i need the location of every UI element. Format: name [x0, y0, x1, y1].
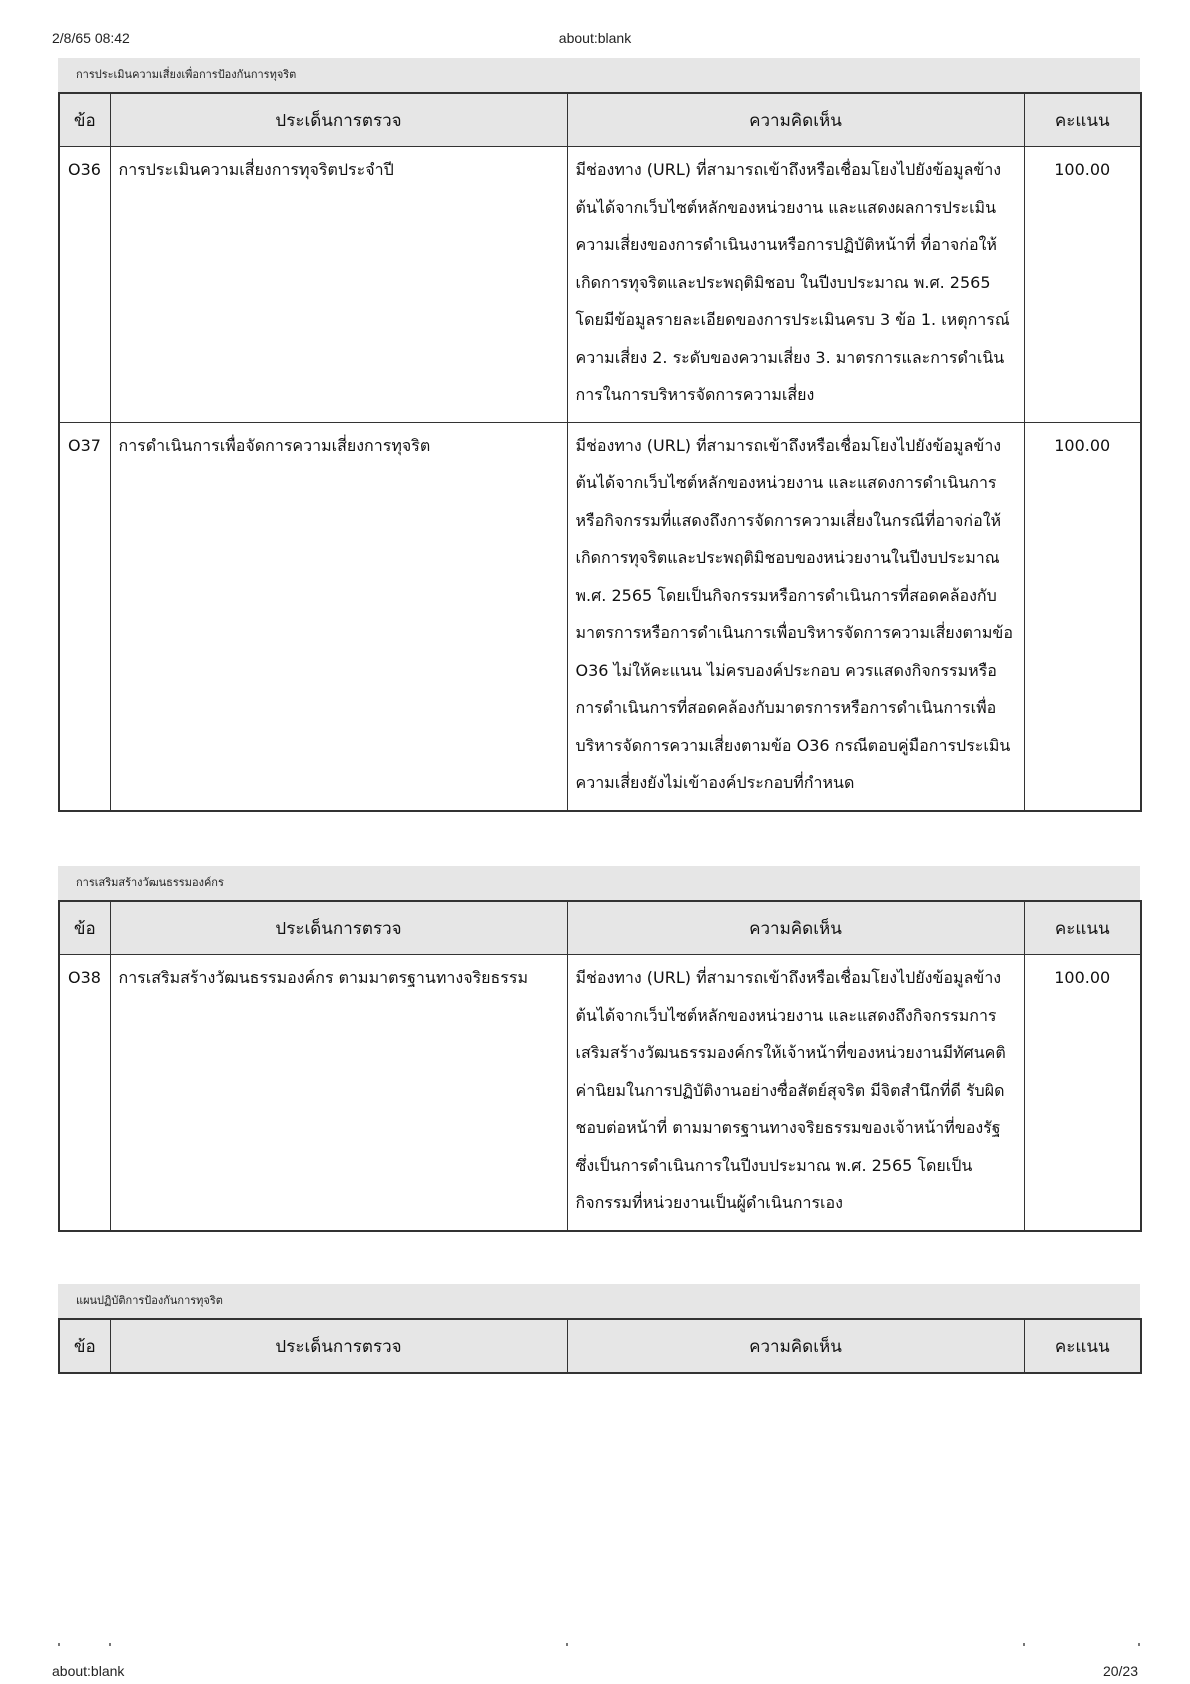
section-title: การประเมินความเสี่ยงเพื่อการป้องกันการทุจริต [58, 58, 1140, 92]
page-tick-mark [1138, 1643, 1140, 1646]
header-topic: ประเด็นการตรวจ [110, 901, 567, 955]
table-row [59, 422, 1141, 811]
row-no: O36 [59, 147, 110, 423]
row-score: 100.00 [1024, 422, 1141, 811]
header-comment: ความคิดเห็น [567, 901, 1024, 955]
header-comment: ความคิดเห็น [567, 93, 1024, 147]
assessment-table [58, 900, 1142, 1232]
print-header [0, 30, 1190, 50]
row-score: 100.00 [1024, 955, 1141, 1231]
row-comment: มีช่องทาง (URL) ที่สามารถเข้าถึงหรือเชื่อมโยงไปยังข้อมูลข้างต้นได้จากเว็บไซต์หลักของหน่วยงาน และแสดงถึงกิจกรรมการเสริมสร้างวัฒนธรรมองค์กรให้เจ้าหน้าที่ของหน่วยงานมีทัศนคติ ค่านิยมในการปฏิบัติงานอย่างซื่อสัตย์สุจริต มีจิตสำนึกที่ดี รับผิดชอบต่อหน้าที่ ตามมาตรฐานทางจริยธรรมของเจ้าหน้าที่ของรัฐ ซึ่งเป็นการดำเนินการในปีงบประมาณ พ.ศ. 2565 โดยเป็นกิจกรรมที่หน่วยงานเป็นผู้ดำเนินการเอง [567, 955, 1024, 1231]
print-datetime: 2/8/65 08:42 [52, 30, 130, 46]
header-topic: ประเด็นการตรวจ [110, 93, 567, 147]
section-title: แผนปฏิบัติการป้องกันการทุจริต [58, 1284, 1140, 1318]
print-footer [0, 1663, 1190, 1683]
header-no: ข้อ [59, 901, 110, 955]
table-header-row [59, 1319, 1141, 1373]
row-topic: การประเมินความเสี่ยงการทุจริตประจำปี [110, 147, 567, 423]
page-number: 20/23 [1102, 1663, 1138, 1679]
row-comment: มีช่องทาง (URL) ที่สามารถเข้าถึงหรือเชื่อมโยงไปยังข้อมูลข้างต้นได้จากเว็บไซต์หลักของหน่วยงาน และแสดงการดำเนินการหรือกิจกรรมที่แสดงถึงการจัดการความเสี่ยงในกรณีที่อาจก่อให้เกิดการทุจริตและประพฤติมิชอบของหน่วยงานในปีงบประมาณ พ.ศ. 2565 โดยเป็นกิจกรรมหรือการดำเนินการที่สอดคล้องกับมาตรการหรือการดำเนินการเพื่อบริหารจัดการความเสี่ยงตามข้อ O36 ไม่ให้คะแนน ไม่ครบองค์ประกอบ ควรแสดงกิจกรรมหรือการดำเนินการที่สอดคล้องกับมาตรการหรือการดำเนินการเพื่อบริหารจัดการความเสี่ยงตามข้อ O36 กรณีตอบคู่มือการประเมินความเสี่ยงยังไม่เข้าองค์ประกอบที่กำหนด [567, 422, 1024, 811]
row-score: 100.00 [1024, 147, 1141, 423]
header-score: คะแนน [1024, 1319, 1141, 1373]
row-no: O38 [59, 955, 110, 1231]
header-comment: ความคิดเห็น [567, 1319, 1024, 1373]
table-row [59, 147, 1141, 423]
row-no: O37 [59, 422, 110, 811]
header-topic: ประเด็นการตรวจ [110, 1319, 567, 1373]
row-topic: การเสริมสร้างวัฒนธรรมองค์กร ตามมาตรฐานทางจริยธรรม [110, 955, 567, 1231]
table-header-row [59, 901, 1141, 955]
section-anti-corruption-plan [58, 1284, 1140, 1374]
page-tick-mark [109, 1643, 111, 1646]
table-header-row [59, 93, 1141, 147]
row-comment: มีช่องทาง (URL) ที่สามารถเข้าถึงหรือเชื่อมโยงไปยังข้อมูลข้างต้นได้จากเว็บไซต์หลักของหน่วยงาน และแสดงผลการประเมินความเสี่ยงของการดำเนินงานหรือการปฏิบัติหน้าที่ ที่อาจก่อให้เกิดการทุจริตและประพฤติมิชอบ ในปีงบประมาณ พ.ศ. 2565 โดยมีข้อมูลรายละเอียดของการประเมินครบ 3 ข้อ 1. เหตุการณ์ความเสี่ยง 2. ระดับของความเสี่ยง 3. มาตรการและการดำเนินการในการบริหารจัดการความเสี่ยง [567, 147, 1024, 423]
header-score: คะแนน [1024, 901, 1141, 955]
header-score: คะแนน [1024, 93, 1141, 147]
footer-url: about:blank [52, 1663, 125, 1679]
header-no: ข้อ [59, 93, 110, 147]
print-url: about:blank [558, 30, 632, 46]
header-no: ข้อ [59, 1319, 110, 1373]
page-tick-mark [566, 1643, 568, 1646]
assessment-table [58, 1318, 1142, 1374]
page-tick-mark [58, 1643, 60, 1646]
section-title: การเสริมสร้างวัฒนธรรมองค์กร [58, 866, 1140, 900]
section-risk-assessment [58, 58, 1140, 812]
row-topic: การดำเนินการเพื่อจัดการความเสี่ยงการทุจริต [110, 422, 567, 811]
page-tick-mark [1023, 1643, 1025, 1646]
assessment-table [58, 92, 1142, 812]
table-row [59, 955, 1141, 1231]
section-organizational-culture [58, 866, 1140, 1232]
